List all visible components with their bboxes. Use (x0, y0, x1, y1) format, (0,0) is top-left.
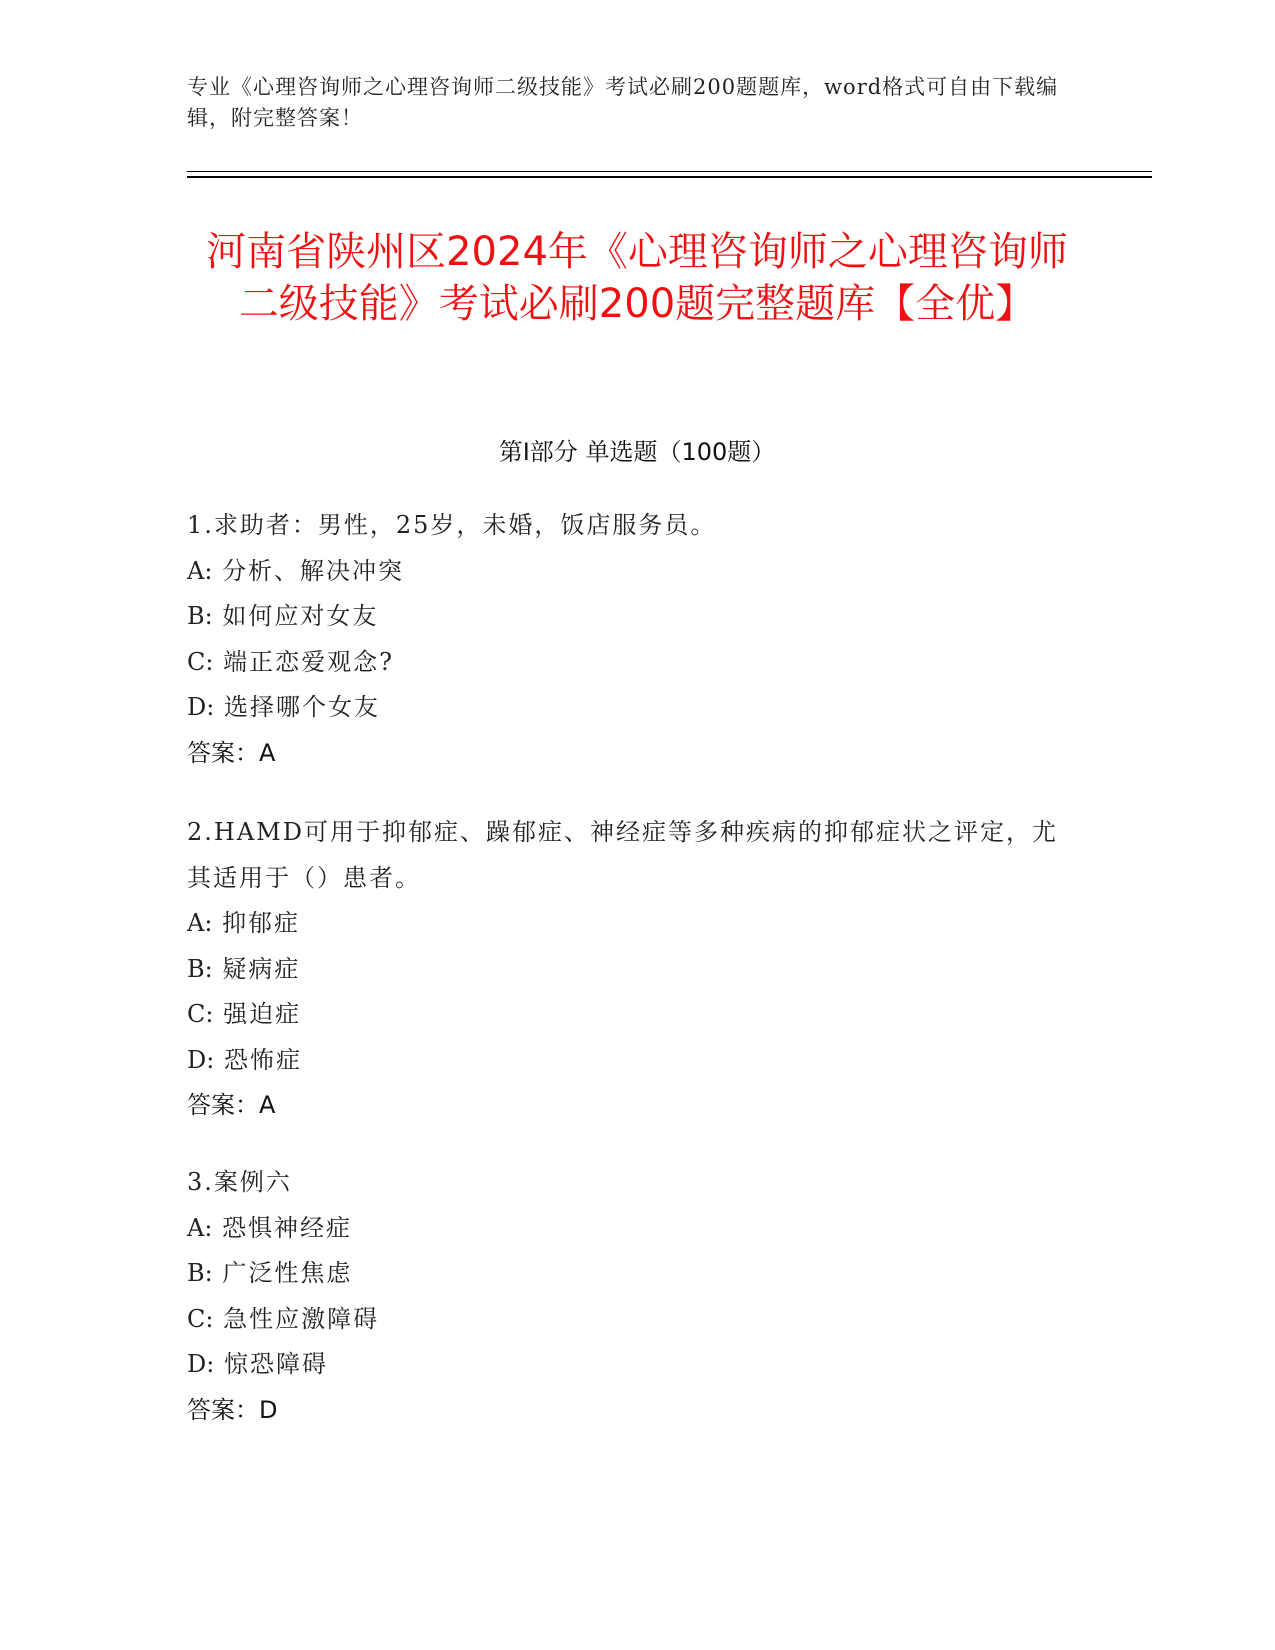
option-letter: C: (187, 647, 214, 676)
option-text: 抑郁症 (222, 909, 301, 937)
option-b (187, 1251, 1067, 1297)
option-text: 急性应激障碍 (223, 1304, 380, 1333)
question-3 (187, 1160, 1067, 1433)
option-b (187, 947, 1067, 993)
option-c (187, 992, 1067, 1038)
question-stem: 3.案例六 (187, 1168, 292, 1196)
question-stem: 1.求助者：男性，25岁，未婚，饭店服务员。 (187, 511, 717, 539)
option-letter: B: (187, 954, 213, 983)
option-text: 强迫症 (223, 1000, 302, 1028)
option-letter: A: (187, 556, 213, 585)
option-text: 恐怖症 (223, 1045, 302, 1074)
section-heading: 第Ⅰ部分 单选题（100题） (498, 438, 776, 466)
option-text: 如何应对女友 (222, 602, 379, 630)
option-letter: C: (187, 1000, 214, 1028)
header-note: 专业《心理咨询师之心理咨询师二级技能》考试必刷200题题库，word格式可自由下载编辑，附完整答案！ (187, 75, 1059, 130)
option-letter: B: (187, 1259, 213, 1287)
option-b (187, 594, 1067, 640)
answer-label: 答案：A (187, 738, 276, 767)
header-rule-thin (187, 171, 1152, 172)
option-letter: D: (187, 1045, 215, 1074)
option-a (187, 549, 1067, 595)
answer-label: 答案：D (187, 1395, 278, 1424)
option-text: 选择哪个女友 (223, 693, 380, 721)
document-title: 河南省陕州区2024年《心理咨询师之心理咨询师二级技能》考试必刷200题完整题库【全优】 (206, 229, 1068, 327)
option-d (187, 685, 1067, 731)
option-text: 惊恐障碍 (223, 1350, 328, 1378)
option-letter: B: (187, 602, 213, 630)
option-text: 恐惧神经症 (222, 1213, 353, 1242)
option-text: 端正恋爱观念? (223, 647, 394, 676)
option-d (187, 1342, 1067, 1388)
option-text: 广泛性焦虑 (222, 1259, 353, 1287)
header-rule-thick (187, 176, 1152, 178)
option-letter: A: (187, 1213, 213, 1242)
option-letter: D: (187, 693, 215, 721)
question-2 (187, 810, 1067, 1129)
question-stem: 2.HAMD可用于抑郁症、躁郁症、神经症等多种疾病的抑郁症状之评定，尤其适用于（）患者。 (187, 818, 1058, 892)
option-c (187, 640, 1067, 686)
option-letter: A: (187, 909, 213, 937)
option-a (187, 1206, 1067, 1252)
option-c (187, 1297, 1067, 1343)
option-text: 疑病症 (222, 954, 301, 983)
option-a (187, 901, 1067, 947)
question-1 (187, 503, 1067, 776)
option-letter: C: (187, 1304, 214, 1333)
option-d (187, 1038, 1067, 1084)
answer-label: 答案：A (187, 1091, 276, 1119)
option-text: 分析、解决冲突 (222, 556, 405, 585)
option-letter: D: (187, 1350, 215, 1378)
